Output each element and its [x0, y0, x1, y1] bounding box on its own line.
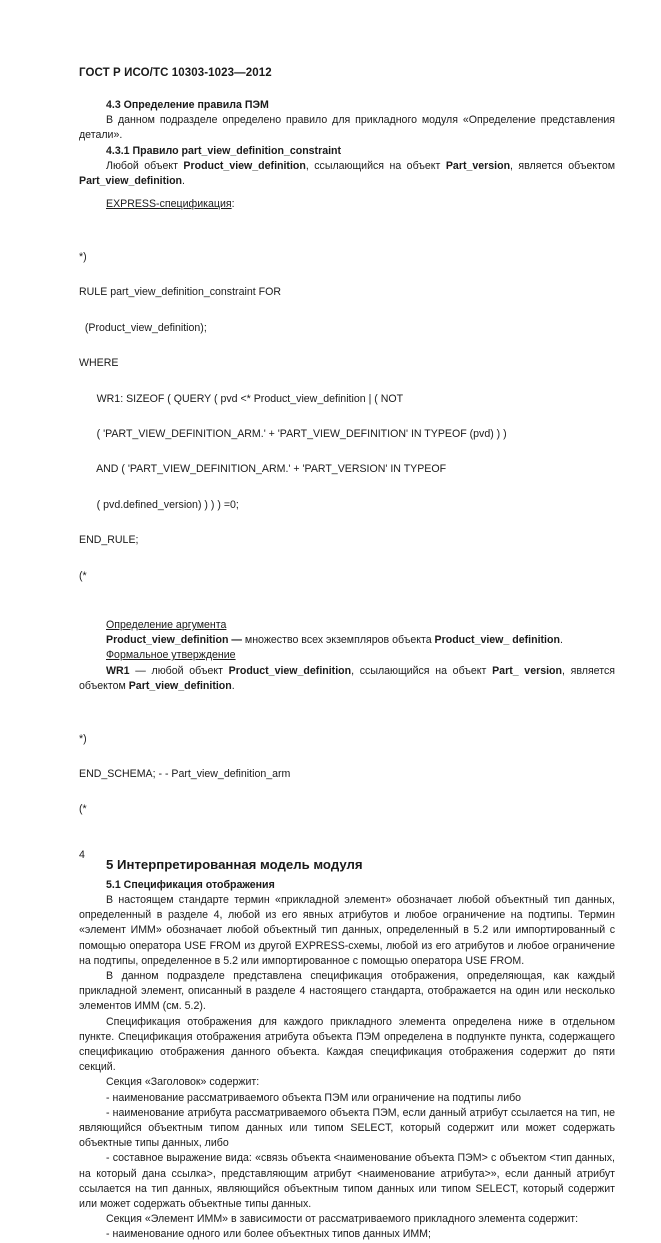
code-line: (* — [79, 803, 87, 816]
wr1-entity-1: Product_view_definition — [228, 664, 352, 677]
code-line: END_RULE; — [79, 534, 139, 547]
code-line: ( pvd.defined_version) ) ) ) =0; — [79, 498, 239, 511]
wr1-label: WR1 — [106, 664, 130, 677]
code-line: END_SCHEMA; - - Part_view_definition_arm — [79, 767, 291, 780]
rule-desc-text-4: . — [182, 175, 185, 188]
code-line: WR1: SIZEOF ( QUERY ( pvd <* Product_view_definition | ( NOT — [79, 392, 404, 405]
code-line: RULE part_view_definition_constraint FOR — [79, 286, 281, 299]
argument-definition-label — [79, 618, 615, 633]
section-4-3-1-heading: 4.3.1 Правило part_view_definition_constraint — [106, 144, 342, 157]
page-number: 4 — [79, 849, 85, 861]
end-schema-code-block — [79, 710, 615, 840]
rule-desc-text-3: , является объектом — [510, 159, 616, 172]
list-item: - составное выражение вида: «связь объекта <наименование объекта ПЭМ> с объектом <тип данных, на который дана ссылка>, представляющим атрибут <наименование атрибута>», если данный атрибут ссылается на тип данных, являющийся объектным типом данных или типом SELECT, который содержит или может содержать объектные типы данных. — [79, 1152, 615, 1210]
formal-statement-wr1 — [79, 664, 615, 694]
argument-end: . — [559, 634, 563, 647]
express-spec-colon: : — [231, 198, 235, 211]
wr1-text-4: . — [231, 679, 235, 692]
code-line: WHERE — [79, 357, 119, 370]
section-5-1-heading: 5.1 Спецификация отображения — [106, 878, 275, 891]
section-5-1-paragraph-5: Секция «Элемент ИММ» в зависимости от рассматриваемого прикладного элемента содержит: — [106, 1213, 579, 1226]
section-5-heading: 5 Интерпретированная модель модуля — [106, 856, 363, 872]
section-5-1-paragraph-1: В настоящем стандарте термин «прикладной элемент» обозначает любой объектный тип данных, определенный в разделе 4, любой из его явных атрибутов и любое ограничение на подтипы. Термин «элемент ИММ» обозначает любой объектный тип данных, определенный в 5.2 или импортированный с помощью оператора USE FROM из другой EXPRESS-схемы, любой из его атрибутов и любое ограничение на подтипы, определенное в 5.2 или импортированное с помощью оператора USE FROM. — [79, 893, 615, 967]
rule-desc-entity-2: Part_version — [445, 159, 511, 172]
formal-statement-label — [79, 648, 615, 663]
section-4-3-heading: 4.3 Определение правила ПЭМ — [106, 99, 269, 111]
code-line: (* — [79, 569, 87, 582]
wr1-text-3: , является объектом — [79, 664, 615, 692]
argument-entity: Product_view_ definition — [434, 634, 560, 647]
argument-name: Product_view_definition — — [106, 634, 242, 647]
section-5-1-paragraph-3: Спецификация отображения для каждого прикладного элемента определена ниже в отдельном пункте. Спецификация отображения атрибута объекта ПЭМ определена в подпункте пункта, содержащего спецификацию отображения данного объекта. Каждая спецификация отображения содержит до пяти секций. — [79, 1015, 615, 1074]
rule-description — [79, 159, 615, 189]
express-code-block — [79, 228, 615, 606]
rule-desc-entity-1: Product_view_definition — [183, 159, 306, 172]
code-line: AND ( 'PART_VIEW_DEFINITION_ARM.' + 'PART_VERSION' IN TYPEOF — [79, 463, 447, 476]
code-line: (Product_view_definition); — [79, 321, 207, 334]
rule-desc-entity-3: Part_view_definition — [79, 175, 183, 188]
list-item: - наименование одного или более объектных типов данных ИММ; — [106, 1228, 431, 1241]
formal-statement-label-text: Формальное утверждение — [106, 649, 236, 662]
code-line: ( 'PART_VIEW_DEFINITION_ARM.' + 'PART_VIEW_DEFINITION' IN TYPEOF (pvd) ) ) — [79, 427, 507, 440]
code-line: *) — [79, 732, 87, 745]
rule-desc-text-1: Любой объект — [106, 159, 184, 172]
document-header: ГОСТ Р ИСО/ТС 10303-1023—2012 — [79, 67, 272, 79]
section-5-1-paragraph-2: В данном подразделе представлена спецификация отображения, определяющая, как каждый прикладной элемент, описанный в разделе 4 настоящего стандарта, отображается на один или несколько элементов ИММ (см. 5.2). — [79, 969, 615, 1013]
express-spec-label-text: EXPRESS-спецификация — [106, 198, 232, 211]
express-spec-label — [79, 197, 615, 212]
wr1-text-1: — любой объект — [129, 664, 229, 677]
argument-definition — [79, 633, 615, 648]
wr1-entity-2: Part_ version — [492, 664, 562, 677]
section-5-1-paragraph-4: Секция «Заголовок» содержит: — [106, 1076, 260, 1089]
section-4-3-intro: В данном подразделе определено правило для прикладного модуля «Определение представления детали». — [79, 114, 615, 142]
wr1-text-2: , ссылающийся на объект — [351, 664, 493, 677]
document-body — [79, 98, 615, 1243]
rule-desc-text-2: , ссылающийся на объект — [305, 159, 446, 172]
list-item: - наименование атрибута рассматриваемого объекта ПЭМ, если данный атрибут ссылается на тип, не являющийся объектным типом данных или типом SELECT, который содержит или может содержать объектные типы данных, либо — [79, 1106, 615, 1150]
argument-definition-label-text: Определение аргумента — [106, 618, 227, 631]
argument-text: множество всех экземпляров объекта — [241, 634, 435, 647]
code-line: *) — [79, 251, 87, 264]
wr1-entity-3: Part_view_definition — [128, 679, 232, 692]
list-item: - наименование рассматриваемого объекта ПЭМ или ограничение на подтипы либо — [106, 1091, 522, 1104]
